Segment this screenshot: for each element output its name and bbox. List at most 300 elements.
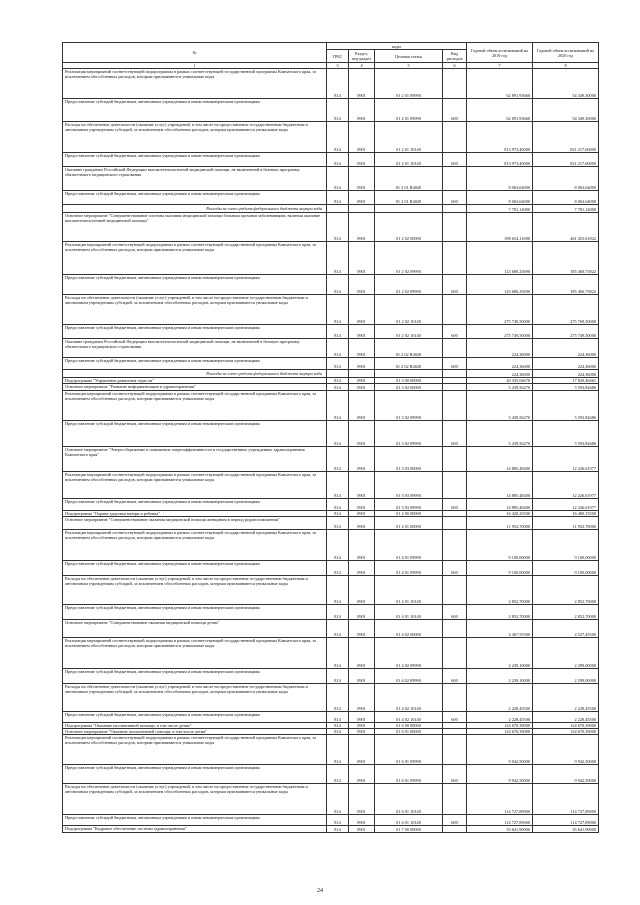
row-grbs: 814 [327,499,349,511]
row-amount-2020: 2 228,45500 [533,684,599,712]
row-rzpr: 0901 [349,826,375,833]
row-vr: 600 [443,275,467,295]
row-name: Расходы на обеспечение деятельности (оказание услуг) учреждений, в том числе на предоставление государственным бюджетным и автономным учреждениям субсидий, за исключением обособленных расходов, которым присваиваются уникальные коды [63,576,327,605]
row-vr [443,213,467,242]
header-col-num-7: 8 [533,63,599,69]
table-row [63,99,599,122]
row-amount-2019: 2 852,70000 [467,605,533,620]
row-name: Предоставление субсидий бюджетным, автономным учреждениям и иным некоммерческим организациям [63,712,327,723]
table-row [63,295,599,325]
row-grbs: 814 [327,735,349,765]
row-name: Предоставление субсидий бюджетным, автономным учреждениям и иным некоммерческим организациям [63,499,327,511]
row-name: Предоставление субсидий бюджетным, автономным учреждениям и иным некоммерческим организациям [63,605,327,620]
row-amount-2019: 5 439,56270 [467,384,533,391]
row-rzpr: 0901 [349,638,375,669]
row-rzpr: 0901 [349,620,375,638]
table-row [63,191,599,205]
row-rzpr: 0901 [349,499,375,511]
row-amount-2020: 12 226,61977 [533,447,599,472]
row-name: Предоставление субсидий бюджетным, автономным учреждениям и иным некоммерческим организациям [63,191,327,205]
row-csr: 01 7 00 00000 [375,826,443,833]
row-amount-2020: 275 749,50000 [533,325,599,339]
row-grbs: 814 [327,69,349,99]
row-rzpr: 0901 [349,735,375,765]
header-col-num-6: 7 [467,63,533,69]
row-rzpr: 0901 [349,765,375,784]
row-amount-2020: 224,36000 [533,339,599,358]
row-vr: 600 [443,815,467,826]
row-csr: 01 6 01 09990 [375,735,443,765]
table-row [63,391,599,421]
header-col-num-3: 4 [349,63,375,69]
row-amount-2019: 20 335,04670 [467,378,533,384]
row-csr: 01 4 01 10140 [375,576,443,605]
row-csr: 01 4 01 10140 [375,605,443,620]
row-vr: 600 [443,153,467,167]
row-amount-2019: 7 781,14000 [467,205,533,213]
row-name: Основное мероприятие "Развитие информатизации в здравоохранении" [63,384,327,391]
table-row [63,358,599,370]
row-vr [443,447,467,472]
row-amount-2019: 4 467,55500 [467,620,533,638]
table-row [63,684,599,712]
budget-table [62,42,599,833]
row-amount-2020: 16 480,15500 [533,511,599,517]
row-grbs: 814 [327,391,349,421]
row-rzpr: 0901 [349,358,375,370]
row-grbs: 814 [327,122,349,153]
row-name: Предоставление субсидий бюджетным, автономным учреждениям и иным некоммерческим организациям [63,765,327,784]
row-vr [443,295,467,325]
row-grbs: 814 [327,339,349,358]
row-rzpr: 0901 [349,421,375,447]
header-2019: Годовой объем ассигнований на 2019 год [467,43,533,63]
row-amount-2020: 11 952,70000 [533,517,599,530]
row-amount-2020: 2 299,00000 [533,669,599,684]
table-row [63,384,599,391]
row-amount-2019: 2 228,45500 [467,712,533,723]
row-amount-2019: 9 942,50000 [467,735,533,765]
row-name: Основное мероприятие "Совершенствование оказания медицинской помощи детям" [63,620,327,638]
row-name: Предоставление субсидий бюджетным, автономным учреждениям и иным некоммерческим организациям [63,815,327,826]
table-row [63,576,599,605]
row-amount-2020: 9 942,50000 [533,735,599,765]
row-grbs: 814 [327,517,349,530]
row-csr: 01 6 01 10140 [375,784,443,815]
table-note-row [63,205,599,213]
row-vr [443,69,467,99]
row-amount-2019: 14 885,48400 [467,499,533,511]
row-amount-2020: 2 228,45500 [533,712,599,723]
row-amount-2019: 224,36000 [467,339,533,358]
table-row [63,69,599,99]
table-row [63,275,599,295]
row-csr: 01 2 01 10140 [375,153,443,167]
row-vr [443,472,467,499]
row-name: Основное мероприятие "Энергосбережение и повышение энергоэффективности в государственных учреждениях здравоохранения Камчатского края" [63,447,327,472]
row-amount-2020: 185 460,75822 [533,275,599,295]
row-name: Расходы за счет средств федерального бюджета внутри кода [63,205,327,213]
row-amount-2020: 124 670,39000 [533,729,599,735]
row-amount-2019: 9 100,00000 [467,530,533,561]
table-row [63,213,599,242]
row-csr: 01 6 01 09990 [375,765,443,784]
row-rzpr: 0901 [349,69,375,99]
row-rzpr: 0901 [349,275,375,295]
row-rzpr: 0901 [349,191,375,205]
row-grbs: 814 [327,421,349,447]
row-vr [443,242,467,275]
table-row [63,826,599,833]
row-csr: 01 3 03 09990 [375,472,443,499]
row-csr: 01 2 01 10140 [375,122,443,153]
row-name: Реализация мероприятий соответствующей подпрограммы в рамках соответствующей государственной программы Камчатского края, за исключением обособленных расходов, которым присваиваются уникальные коды [63,472,327,499]
row-rzpr: 0901 [349,213,375,242]
row-amount-2020: 9 942,50000 [533,765,599,784]
table-note-row [63,370,599,378]
row-grbs [327,370,349,378]
row-amount-2020: 114 727,89000 [533,815,599,826]
row-rzpr: 0901 [349,729,375,735]
row-csr: 01 4 02 10140 [375,684,443,712]
header-col-num-1: 1 [63,63,327,69]
row-amount-2019: 124 670,39000 [467,729,533,735]
header-col-num-5: 6 [443,63,467,69]
row-amount-2019: 14 885,48400 [467,472,533,499]
row-rzpr: 0901 [349,517,375,530]
row-amount-2019: 8 063,64000 [467,167,533,191]
row-amount-2019: 123 680,25690 [467,242,533,275]
row-amount-2020: 821 217,60000 [533,122,599,153]
table-row [63,339,599,358]
row-amount-2020: 461 455,61822 [533,213,599,242]
row-amount-2020: 54 349,30000 [533,69,599,99]
row-amount-2019: 9 100,00000 [467,561,533,576]
header-col-num-2: 3 [327,63,349,69]
header-col-num-4: 5 [375,63,443,69]
row-name: Расходы на обеспечение деятельности (оказание услуг) учреждений, в том числе на предоставление государственным бюджетным и автономным учреждениям субсидий, за исключением обособленных расходов, которым присваиваются уникальные коды [63,295,327,325]
row-csr [375,205,443,213]
row-amount-2020: 7 781,14000 [533,205,599,213]
row-grbs: 814 [327,723,349,729]
row-name: Подпрограмма "Оказание паллиативной помощи, в том числе детям" [63,723,327,729]
row-amount-2019: 9 942,50000 [467,765,533,784]
row-name: Предоставление субсидий бюджетным, автономным учреждениям и иным некоммерческим организациям [63,325,327,339]
table-row [63,530,599,561]
row-amount-2019: 5 439,56270 [467,391,533,421]
row-amount-2020: 12 226,61977 [533,472,599,499]
row-name: Предоставление субсидий бюджетным, автономным учреждениям и иным некоммерческим организациям [63,275,327,295]
row-grbs: 814 [327,275,349,295]
row-amount-2020: 9 100,00000 [533,561,599,576]
row-vr [443,638,467,669]
table-row [63,784,599,815]
table-header [63,43,599,69]
row-amount-2019: 2 852,70000 [467,576,533,605]
row-grbs: 814 [327,669,349,684]
row-csr [375,370,443,378]
row-rzpr [349,205,375,213]
row-grbs: 814 [327,576,349,605]
row-amount-2020: 275 769,50000 [533,295,599,325]
row-grbs: 814 [327,511,349,517]
row-name: Предоставление субсидий бюджетным, автономным учреждениям и иным некоммерческим организациям [63,669,327,684]
row-name: Предоставление субсидий бюджетным, автономным учреждениям и иным некоммерческим организациям [63,561,327,576]
row-csr: 01 6 01 10140 [375,815,443,826]
row-vr [443,205,467,213]
row-csr: 01 6 01 00000 [375,729,443,735]
header-csr: Целевая статья [375,50,443,63]
row-rzpr: 0901 [349,153,375,167]
row-grbs: 814 [327,384,349,391]
row-rzpr: 0901 [349,447,375,472]
table-row [63,472,599,499]
row-rzpr: 0901 [349,723,375,729]
table-row [63,447,599,472]
header-2020: Годовой объем ассигнований на 2020 год [533,43,599,63]
row-grbs: 814 [327,325,349,339]
row-amount-2019: 2 239,10000 [467,669,533,684]
row-csr: 01 2 02 R4020 [375,358,443,370]
row-vr [443,384,467,391]
row-grbs: 814 [327,167,349,191]
row-amount-2019: 399 654,11690 [467,213,533,242]
row-grbs: 814 [327,295,349,325]
row-name: Реализация мероприятий соответствующей подпрограммы в рамках соответствующей государственной программы Камчатского края, за исключением обособленных расходов, которым присваиваются уникальные коды [63,242,327,275]
row-rzpr: 0901 [349,167,375,191]
row-csr: 01 2 01 R4020 [375,191,443,205]
row-amount-2019: 16 420,25500 [467,511,533,517]
table-row [63,561,599,576]
row-amount-2020: 12 226,61977 [533,499,599,511]
table-row [63,153,599,167]
row-name: Реализация мероприятий соответствующей подпрограммы в рамках соответствующей государственной программы Камчатского края, за исключением обособленных расходов, которым присваиваются уникальные коды [63,530,327,561]
row-amount-2020: 114 727,89000 [533,784,599,815]
row-amount-2020: 2 852,70000 [533,576,599,605]
row-amount-2020: 5 593,84486 [533,391,599,421]
row-grbs: 814 [327,99,349,122]
row-grbs: 814 [327,472,349,499]
row-grbs: 814 [327,191,349,205]
row-amount-2019: 62 891,93660 [467,99,533,122]
row-csr: 01 2 02 10140 [375,295,443,325]
row-name: Предоставление субсидий бюджетным, автономным учреждениям и иным некоммерческим организациям [63,421,327,447]
table-row [63,620,599,638]
page-number: 24 [317,888,323,894]
row-csr: 01 4 01 09990 [375,530,443,561]
row-grbs: 814 [327,826,349,833]
row-rzpr: 0901 [349,561,375,576]
table-body [63,69,599,833]
row-csr: 01 4 02 10140 [375,712,443,723]
row-grbs: 814 [327,153,349,167]
row-amount-2020: 224,36000 [533,358,599,370]
row-name: Оказание гражданам Российской Федерации высокотехнологичной медицинской помощи, не включенной в базовую программу обязательного медицинского страхования [63,167,327,191]
row-grbs: 814 [327,784,349,815]
row-csr: 01 2 01 R4020 [375,167,443,191]
table-row [63,605,599,620]
table-row [63,735,599,765]
row-csr: 01 3 02 00000 [375,384,443,391]
row-csr: 01 2 01 09990 [375,69,443,99]
row-name: Предоставление субсидий бюджетным, автономным учреждениям и иным некоммерческим организациям [63,153,327,167]
row-amount-2019: 124 670,39000 [467,723,533,729]
row-amount-2019: 2 239,10000 [467,638,533,669]
row-vr [443,517,467,530]
row-grbs: 814 [327,620,349,638]
row-csr: 01 3 02 09990 [375,421,443,447]
row-csr: 01 4 02 09990 [375,669,443,684]
row-grbs: 814 [327,530,349,561]
row-amount-2020: 35 641,90000 [533,826,599,833]
row-name: Реализация мероприятий соответствующей подпрограммы в рамках соответствующей государственной программы Камчатского края, за исключением обособленных расходов, которым присваиваются уникальные коды [63,735,327,765]
row-amount-2020: 4 527,45500 [533,620,599,638]
header-num: № [63,43,327,63]
row-grbs: 814 [327,605,349,620]
row-grbs: 814 [327,815,349,826]
row-rzpr: 0901 [349,295,375,325]
row-rzpr: 0901 [349,122,375,153]
row-name: Подпрограмма "Управление развитием отрасли" [63,378,327,384]
row-rzpr: 0901 [349,99,375,122]
header-grbs: ГРБС [327,50,349,63]
row-csr: 01 3 02 09990 [375,391,443,421]
row-name: Реализация мероприятий соответствующей подпрограммы в рамках соответствующей государственной программы Камчатского края, за исключением обособленных расходов, которым присваиваются уникальные коды [63,638,327,669]
row-name: Подпрограмма "Охрана здоровья матери и ребенка" [63,511,327,517]
row-name: Предоставление субсидий бюджетным, автономным учреждениям и иным некоммерческим организациям [63,358,327,370]
row-amount-2019: 813 973,40000 [467,153,533,167]
row-grbs: 814 [327,729,349,735]
row-amount-2019: 62 891,93660 [467,69,533,99]
table-row [63,669,599,684]
row-vr [443,576,467,605]
row-amount-2019: 275 749,50000 [467,325,533,339]
row-csr: 01 3 03 09990 [375,499,443,511]
row-amount-2019: 224,36000 [467,358,533,370]
row-amount-2020: 185 460,75822 [533,242,599,275]
row-csr: 01 2 02 R4020 [375,339,443,358]
row-grbs: 814 [327,358,349,370]
table-row [63,765,599,784]
row-grbs: 814 [327,765,349,784]
row-amount-2019: 11 952,70000 [467,517,533,530]
row-csr: 01 4 02 09990 [375,638,443,669]
table-row [63,517,599,530]
row-rzpr: 0901 [349,605,375,620]
row-csr: 01 2 02 10140 [375,325,443,339]
row-rzpr: 0901 [349,511,375,517]
row-grbs: 814 [327,378,349,384]
row-grbs: 814 [327,638,349,669]
row-grbs: 814 [327,684,349,712]
row-vr [443,122,467,153]
row-amount-2019: 5 439,56270 [467,421,533,447]
row-csr: 01 4 00 00000 [375,511,443,517]
row-grbs: 814 [327,712,349,723]
row-name: Реализация мероприятий соответствующей подпрограммы в рамках соответствующей государственной программы Камчатского края, за исключением обособленных расходов, которым присваиваются уникальные коды [63,391,327,421]
row-amount-2020: 8 063,64000 [533,191,599,205]
row-csr: 01 6 00 00000 [375,723,443,729]
row-vr: 600 [443,421,467,447]
row-amount-2019: 813 973,40000 [467,122,533,153]
row-rzpr: 0901 [349,325,375,339]
row-amount-2019: 114 727,89000 [467,784,533,815]
row-name: Основное мероприятие "Совершенствование оказания медицинской помощи женщинам в период родовспоможения" [63,517,327,530]
table-row [63,815,599,826]
row-vr: 600 [443,712,467,723]
row-csr: 01 3 00 00000 [375,378,443,384]
row-rzpr [349,370,375,378]
row-vr: 600 [443,358,467,370]
row-name: Расходы на обеспечение деятельности (оказание услуг) учреждений, в том числе на предоставление государственным бюджетным и автономным учреждениям субсидий, за исключением обособленных расходов, которым присваиваются уникальные коды [63,784,327,815]
row-csr: 01 2 02 00000 [375,213,443,242]
table-row [63,122,599,153]
row-amount-2020: 9 100,00000 [533,530,599,561]
row-rzpr: 0901 [349,242,375,275]
row-amount-2019: 123 680,25690 [467,275,533,295]
row-rzpr: 0901 [349,669,375,684]
row-amount-2019: 2 228,45500 [467,684,533,712]
row-vr [443,826,467,833]
row-amount-2020: 8 063,64000 [533,167,599,191]
table-row [63,499,599,511]
row-amount-2020: 17 820,46461 [533,378,599,384]
row-vr [443,784,467,815]
table-row [63,638,599,669]
row-name: Основное мероприятие "Совершенствование системы оказания медицинской помощи больным прочими заболеваниями, включая оказание высокотехнологичной медицинской помощи" [63,213,327,242]
row-name: Расходы на обеспечение деятельности (оказание услуг) учреждений, в том числе на предоставление государственным бюджетным и автономным учреждениям субсидий, за исключением обособленных расходов, которым присваиваются уникальные коды [63,122,327,153]
row-amount-2020: 821 217,60000 [533,153,599,167]
row-amount-2019: 35 641,90000 [467,826,533,833]
row-amount-2019: 8 063,64000 [467,191,533,205]
row-vr [443,370,467,378]
row-grbs: 814 [327,213,349,242]
row-name: Основное мероприятие "Оказание паллиативной помощи, в том числе детям" [63,729,327,735]
row-vr [443,530,467,561]
row-rzpr: 0901 [349,815,375,826]
row-grbs: 814 [327,242,349,275]
row-rzpr: 0901 [349,378,375,384]
row-vr [443,391,467,421]
header-codes: коды [327,43,467,50]
row-amount-2019: 14 885,48400 [467,447,533,472]
row-rzpr: 0901 [349,391,375,421]
row-rzpr: 0901 [349,339,375,358]
row-name: Расходы за счет средств федерального бюджета внутри кода [63,370,327,378]
row-csr: 01 3 03 00000 [375,447,443,472]
row-vr: 600 [443,499,467,511]
row-grbs: 814 [327,561,349,576]
row-rzpr: 0901 [349,530,375,561]
row-csr: 01 4 01 09990 [375,561,443,576]
row-rzpr: 0901 [349,576,375,605]
row-rzpr: 0901 [349,784,375,815]
row-name: Подпрограмма "Кадровое обеспечение системы здравоохранения" [63,826,327,833]
row-csr: 01 2 02 09990 [375,242,443,275]
row-vr: 600 [443,605,467,620]
row-vr: 600 [443,325,467,339]
row-grbs [327,205,349,213]
row-amount-2020: 5 593,84486 [533,421,599,447]
row-amount-2020: 2 852,70000 [533,605,599,620]
table-row [63,421,599,447]
row-vr: 600 [443,191,467,205]
row-csr: 01 4 01 00000 [375,517,443,530]
row-vr: 600 [443,561,467,576]
row-rzpr: 0901 [349,384,375,391]
row-vr [443,620,467,638]
table-row [63,242,599,275]
